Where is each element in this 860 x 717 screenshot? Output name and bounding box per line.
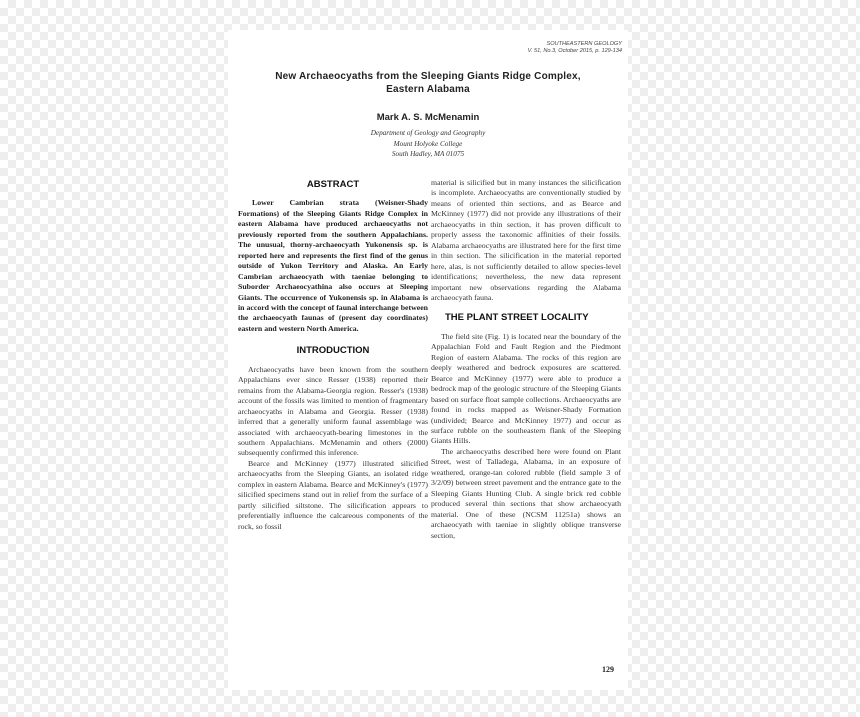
title-line-2: Eastern Alabama (386, 84, 470, 95)
introduction-paragraph-2: Bearce and McKinney (1977) illustrated silicified archaeocyaths from the Sleeping Giants, an isolated ridge complex in eastern Alabama. Bearce and McKinney's (1977) silicified specimens stand out in relief from the surface of a partly silicified siltstone. The silicification appears to preferentially influence the calcareous components of the rock, so fossil (238, 458, 428, 531)
continuation-paragraph: material is silicified but in many instances the silicification is incomplete. Archaeocyaths are conventionally studied by means of oriented thin sections, and as Bearce and McKinney (1977) did not provide any illustrations of their archaeocyaths in thin section, it has proven difficult to properly assess the taxonomic affinities of their fossils. Alabama archaeocyaths are illustrated here for the first time in thin section. The silicification in the material reported here, alas, is not sufficiently detailed to allow species-level identifications; nevertheless, the new data represent important new observations regarding the Alabama archaeocyath fauna. (431, 178, 621, 302)
abstract-heading: ABSTRACT (306, 179, 360, 190)
affiliation-address: South Hadley, MA 01075 (391, 150, 465, 158)
plant-street-heading: THE PLANT STREET LOCALITY (445, 312, 589, 324)
article-title (228, 70, 628, 96)
author-name: Mark A. S. McMenamin (376, 112, 480, 123)
paper-page (228, 30, 628, 690)
right-column (431, 178, 621, 541)
affiliation-college: Mount Holyoke College (393, 139, 463, 148)
plant-street-paragraph-1: The field site (Fig. 1) is located near the boundary of the Appalachian Fold and Fault Region and the Piedmont Region of eastern Alabama. The rocks of this region are deeply weathered and bedrock exposures are scattered. Bearce and McKinney (1977) were able to produce a bedrock map of the geologic structure of the Sleeping Giants based on surface float sample collections. Archaeocyaths are found in rocks mapped as Weisner-Shady Formation (undivided; Bearce and McKinney 1977) and occur as surface rubble on the southeastern flank of the Sleeping Giants Hills. (431, 331, 621, 446)
left-column (238, 176, 428, 532)
journal-citation (528, 41, 622, 55)
page-number: 129 (602, 665, 614, 674)
journal-volume: V. 51, No.3, October 2015, p. 129-134 (527, 48, 622, 54)
abstract-text: Lower Cambrian strata (Weisner-Shady Formations) of the Sleeping Giants Ridge Complex in eastern Alabama have produced archaeocyaths not previously reported from the southern Appalachians. The unusual, thorny-archaeocyath Yukonensis sp. is reported here and represents the first find of the genus outside of Yukon Territory and Alaska. An Early Cambrian archaeocyath with taeniae belonging to Suborder Archaeocyathina also occurs at Sleeping Giants. The occurrence of Yukonensis sp. in Alabama is in accord with the concept of faunal interchange between the archaeocyath faunas of (present day coordinates) eastern and western North America. (238, 198, 428, 333)
plant-street-paragraph-2: The archaeocyaths described here were found on Plant Street, west of Talladega, Alabama, in an exposure of weathered, orange-tan colored rubble (field sample 3 of 3/2/09) between street pavement and the entrance gate to the Sleeping Giants Hunting Club. A single brick red cobble produced several thin sections that show archaeocyath material. One of these (NCSM 11251a) shows an archaeocyath with taeniae in slightly oblique transverse section, (431, 446, 621, 540)
introduction-paragraph-1: Archaeocyaths have been known from the southern Appalachians ever since Resser (1938) reported their remains from the Alabama-Georgia region. Resser's (1938) account of the fossils was limited to mention of fragmentary archaeocyaths in Alabama and Georgia. Resser (1938) inferred that a generally uniform faunal assemblage was associated with archaeocyath-bearing limestones in the southern Appalachians. McMenamin and others (2000) subsequently confirmed this inference. (238, 364, 428, 458)
title-line-1: New Archaeocyaths from the Sleeping Giants Ridge Complex, (275, 71, 581, 82)
introduction-heading: INTRODUCTION (296, 345, 370, 357)
affiliation-department: Department of Geology and Geography (370, 129, 486, 137)
author-affiliation (228, 128, 628, 160)
journal-name: SOUTHEASTERN GEOLOGY (546, 41, 622, 47)
